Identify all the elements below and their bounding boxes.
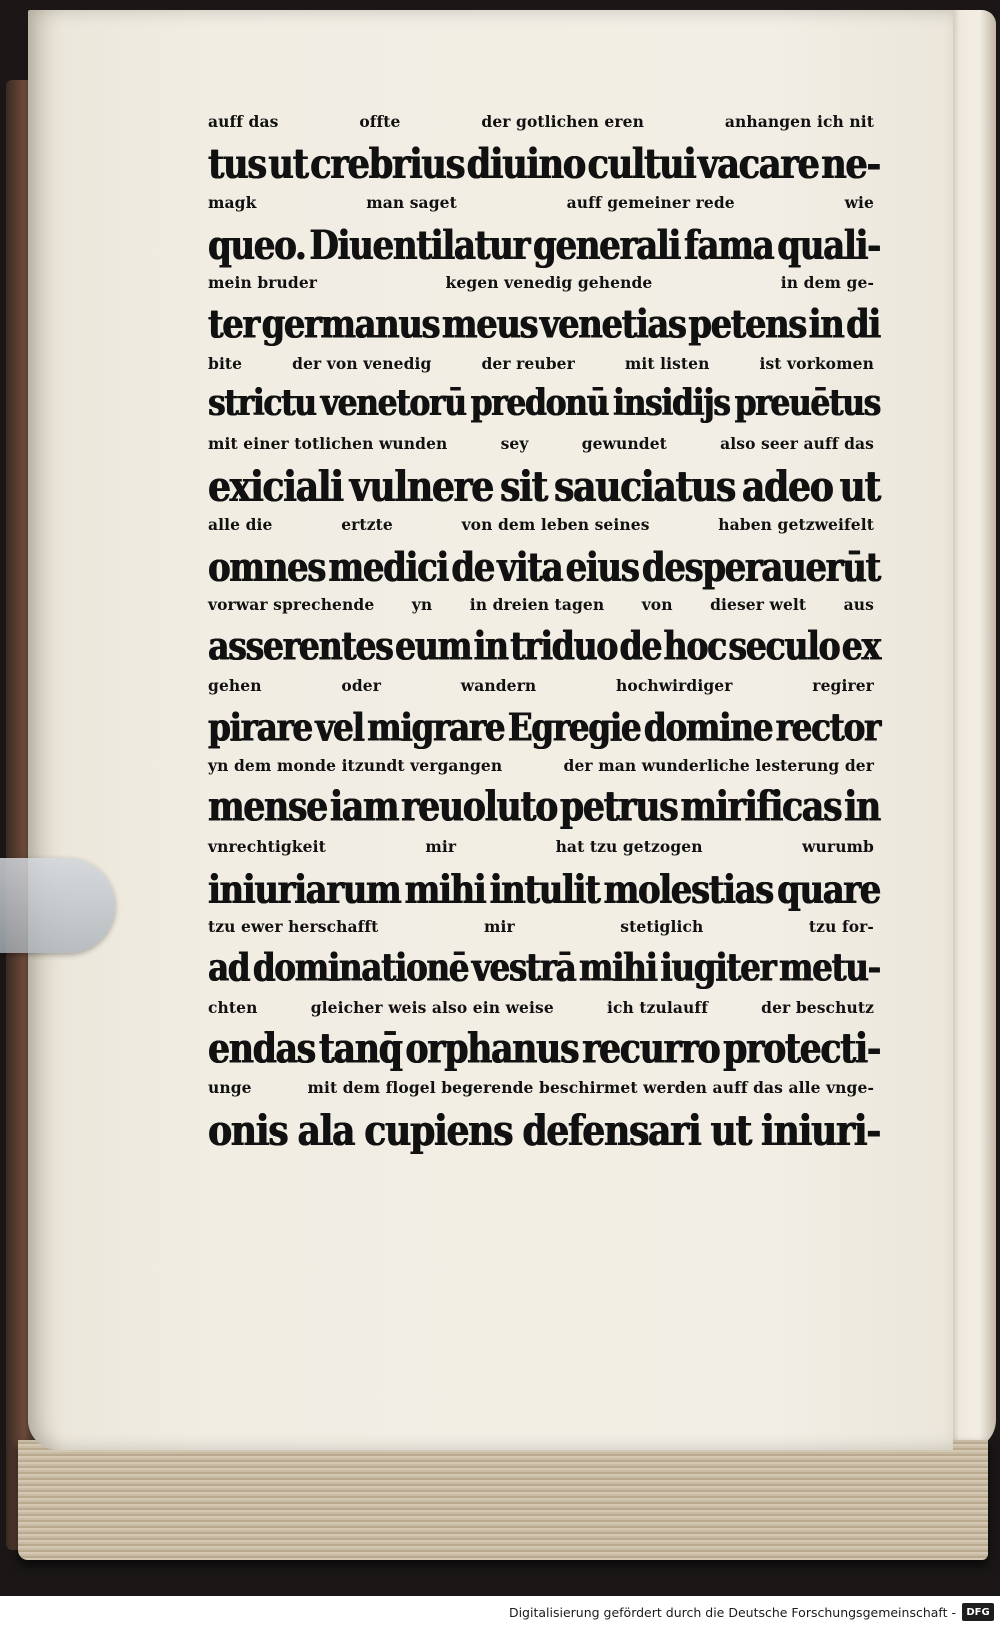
latin-text-line (208, 945, 880, 1004)
gloss-word: gehen (208, 675, 262, 695)
gloss-word: mir (483, 917, 515, 936)
latin-text-line (208, 865, 880, 924)
gloss-word: der man wunderliche lesterung der (563, 756, 874, 775)
latin-word: sit (500, 462, 547, 512)
latin-word: fama (684, 220, 774, 268)
latin-word: ut (710, 1106, 751, 1156)
latin-word: quare (777, 864, 880, 912)
latin-text-line (208, 1026, 880, 1085)
latin-word: mense (208, 784, 327, 832)
latin-word: venetias (539, 301, 686, 348)
latin-word: iniuriarum (208, 864, 401, 912)
latin-word: eum (394, 623, 472, 670)
german-gloss-line (208, 434, 880, 460)
gloss-word: ich tzulauff (607, 997, 708, 1017)
gloss-word: stetiglich (620, 917, 704, 936)
latin-word: cultui (587, 140, 696, 189)
gloss-word: unge (208, 1078, 252, 1097)
gloss-word: anhangen ich nit (724, 112, 874, 131)
latin-word: ala (297, 1106, 355, 1156)
latin-word: orphanus (405, 1025, 579, 1073)
gloss-word: in dreien tagen (469, 595, 605, 614)
german-gloss-line (208, 515, 880, 541)
gloss-word: tzu for- (808, 917, 874, 936)
gloss-word: vorwar sprechende (208, 595, 375, 614)
book-fore-edge (18, 1440, 988, 1560)
latin-word: vel (315, 703, 364, 750)
latin-word: reuoluto (401, 784, 557, 832)
latin-word: defensari (522, 1106, 701, 1156)
gloss-word: dieser welt (710, 595, 807, 614)
latin-word: strictu (208, 381, 316, 424)
gloss-word: yn dem monde itzundt vergangen (208, 756, 503, 775)
german-gloss-line (208, 354, 880, 380)
german-gloss-line (208, 676, 880, 702)
gloss-word: alle die (208, 514, 273, 534)
gloss-word: oder (341, 675, 381, 695)
latin-word: diuino (466, 140, 585, 189)
german-gloss-line (208, 595, 880, 621)
latin-word: domine (643, 703, 773, 750)
latin-word: Diuentilatur (309, 220, 530, 268)
latin-word: vacare (697, 140, 819, 189)
line-pair (208, 676, 880, 757)
german-gloss-line (208, 998, 880, 1024)
gloss-word: der gotlichen eren (481, 112, 644, 131)
latin-word: recurro (582, 1025, 720, 1073)
latin-word: mihi (578, 945, 657, 990)
latin-word: medici (328, 542, 449, 590)
latin-text-line (208, 784, 880, 843)
gloss-word: auff das (208, 112, 279, 131)
latin-word: dominationē (252, 945, 469, 990)
gloss-word: magk (208, 192, 257, 212)
latin-word: tus (208, 140, 266, 189)
latin-word: queo. (208, 220, 306, 268)
latin-word: ut (268, 140, 308, 189)
latin-text-line (208, 382, 880, 441)
latin-word: de (451, 542, 494, 590)
latin-word: in (844, 784, 880, 832)
gloss-word: gleicher weis also ein weise (310, 997, 554, 1017)
latin-word: vulnere (349, 462, 494, 512)
latin-text-line (208, 221, 880, 280)
german-gloss-line (208, 917, 880, 943)
gloss-word: kegen venedig gehende (445, 273, 653, 292)
german-gloss-line (208, 1078, 880, 1104)
line-pair (208, 112, 880, 193)
latin-text-line (208, 704, 880, 763)
german-gloss-line (208, 273, 880, 299)
line-pair (208, 837, 880, 918)
latin-text-line (208, 462, 880, 521)
latin-word: de (619, 623, 662, 670)
latin-text-line (208, 543, 880, 602)
latin-word: in (473, 623, 508, 670)
latin-word: predonū (470, 381, 609, 424)
latin-word: metu- (779, 945, 880, 990)
latin-word: exiciali (208, 462, 343, 512)
latin-word: generali (533, 220, 681, 268)
gloss-word: sey (500, 434, 529, 453)
latin-word: in (808, 301, 844, 348)
gloss-word: haben getzweifelt (718, 514, 874, 534)
latin-word: di (846, 301, 880, 348)
line-pair (208, 434, 880, 515)
latin-word: intulit (489, 864, 600, 912)
gloss-word: ist vorkomen (759, 353, 874, 373)
latin-word: iugiter (660, 945, 776, 990)
gloss-word: also seer auff das (720, 434, 874, 453)
gloss-word: hat tzu getzogen (555, 836, 703, 856)
latin-word: mirificas (680, 784, 842, 832)
latin-word: protecti- (723, 1025, 880, 1073)
footer-credit: Digitalisierung gefördert durch die Deutsche Forschungsgemeinschaft - (508, 1605, 956, 1620)
gloss-word: chten (208, 997, 258, 1017)
gloss-word: wie (844, 192, 874, 212)
latin-word: endas (208, 1025, 315, 1073)
german-gloss-line (208, 837, 880, 863)
latin-text-line (208, 623, 880, 682)
gloss-word: yn (411, 595, 433, 614)
latin-word: seculo (728, 623, 840, 670)
latin-text-line (208, 140, 880, 199)
latin-word: pirare (208, 703, 312, 750)
latin-word: ex (841, 623, 880, 670)
line-pair (208, 193, 880, 274)
latin-word: petrus (559, 784, 678, 832)
latin-word: hoc (663, 623, 727, 670)
gloss-word: offte (359, 112, 401, 131)
gloss-word: mit dem flogel begerende beschirmet werden auff das alle vnge- (307, 1078, 874, 1097)
gloss-word: tzu ewer herschafft (208, 917, 379, 936)
latin-word: adeo (741, 462, 833, 512)
latin-word: triduo (510, 623, 618, 670)
latin-word: ter (208, 301, 259, 348)
latin-word: germanus (261, 301, 440, 348)
latin-word: sauciatus (553, 462, 735, 512)
latin-word: rector (775, 703, 880, 750)
latin-word: asserentes (208, 623, 393, 670)
latin-word: tanq̄ (318, 1025, 402, 1073)
latin-word: Egregie (507, 703, 641, 750)
german-gloss-line (208, 112, 880, 138)
line-pair (208, 273, 880, 354)
digitization-footer (0, 1596, 1000, 1629)
gloss-word: von (641, 595, 673, 614)
latin-word: iniuri- (761, 1106, 880, 1156)
gloss-word: mir (425, 836, 457, 856)
gloss-word: wurumb (802, 836, 874, 856)
latin-word: preuētus (734, 381, 880, 424)
latin-text-line (208, 1106, 880, 1165)
latin-word: omnes (208, 542, 326, 590)
gloss-word: in dem ge- (780, 273, 874, 292)
german-gloss-line (208, 193, 880, 219)
interlinear-text-block (208, 112, 880, 1159)
latin-word: onis (208, 1106, 288, 1156)
gloss-word: hochwirdiger (616, 675, 733, 695)
gloss-word: der von venedig (292, 353, 432, 373)
gloss-word: mit listen (624, 353, 710, 373)
latin-word: meus (441, 301, 538, 348)
gloss-word: von dem leben seines (461, 514, 650, 534)
gloss-word: gewundet (581, 434, 667, 453)
gloss-word: man saget (366, 192, 457, 212)
latin-word: desperauerūt (641, 542, 880, 590)
gloss-word: aus (843, 595, 874, 614)
latin-word: quali- (777, 220, 880, 268)
gloss-word: mein bruder (208, 273, 318, 292)
latin-word: ut (839, 462, 880, 512)
gloss-word: mit einer totlichen wunden (208, 434, 448, 453)
latin-word: crebrius (310, 140, 465, 189)
line-pair (208, 354, 880, 435)
latin-word: ne- (821, 140, 880, 189)
german-gloss-line (208, 756, 880, 782)
line-pair (208, 998, 880, 1079)
gloss-word: wandern (460, 675, 537, 695)
latin-word: vita (497, 542, 563, 590)
latin-word: vestrā (471, 945, 576, 990)
gloss-word: der reuber (481, 353, 575, 373)
line-pair (208, 515, 880, 596)
gloss-word: bite (208, 353, 243, 373)
line-pair (208, 917, 880, 998)
line-pair (208, 1078, 880, 1159)
gloss-word: auff gemeiner rede (566, 192, 735, 212)
gloss-word: regirer (812, 675, 874, 695)
latin-word: iam (329, 784, 399, 832)
latin-word: migrare (367, 703, 505, 750)
gloss-word: der beschutz (761, 997, 874, 1017)
line-pair (208, 595, 880, 676)
gloss-word: vnrechtigkeit (208, 836, 326, 856)
latin-word: petens (688, 301, 806, 348)
latin-word: molestias (603, 864, 773, 912)
line-pair (208, 756, 880, 837)
latin-word: cupiens (364, 1106, 513, 1156)
latin-word: venetorū (320, 381, 466, 424)
page-clip (0, 858, 115, 953)
latin-text-line (208, 301, 880, 360)
gloss-word: ertzte (341, 514, 393, 534)
dfg-logo-icon: DFG (962, 1603, 994, 1621)
latin-word: insidijs (613, 381, 730, 424)
latin-word: mihi (404, 864, 486, 912)
latin-word: ad (208, 945, 250, 990)
latin-word: eius (565, 542, 639, 590)
